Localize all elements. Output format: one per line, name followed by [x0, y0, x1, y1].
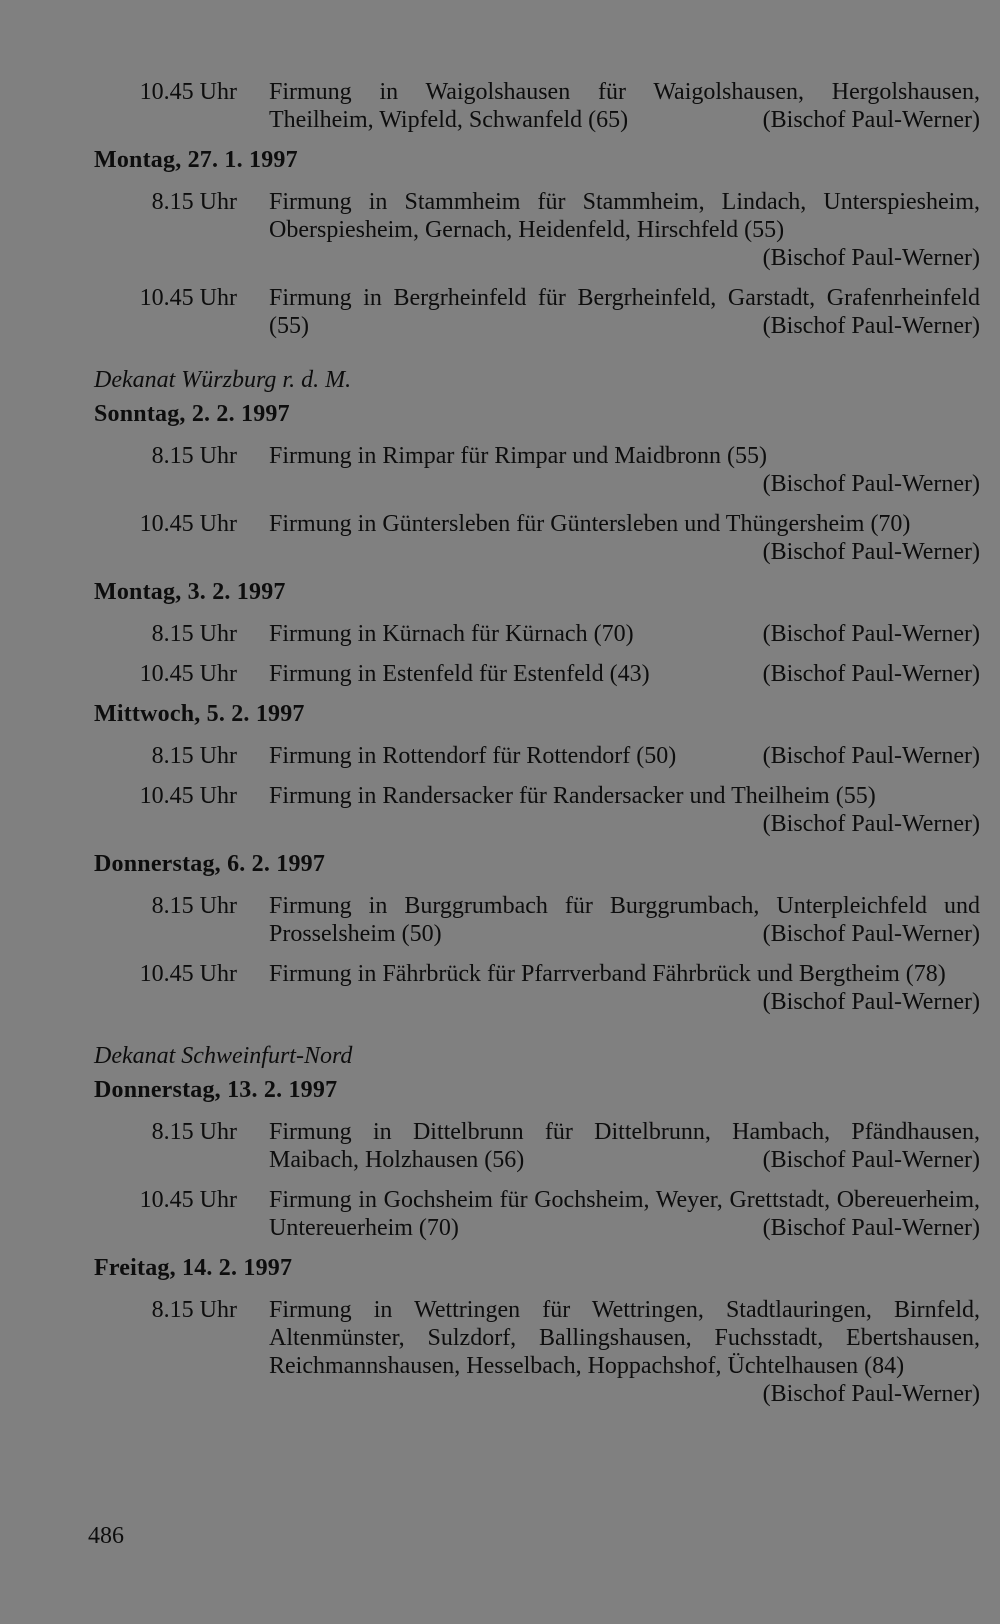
- entry-celebrant: (Bischof Paul-Werner): [762, 539, 980, 565]
- entry-time: 8.15 Uhr: [151, 189, 237, 215]
- entry-time: 10.45 Uhr: [139, 511, 237, 537]
- entry-description: Firmung in Stammheim für Stammheim, Lindach, Unterspiesheim, Oberspiesheim, Gernach, Heidenfeld, Hirschfeld (55): [269, 189, 980, 243]
- schedule-entry: [94, 510, 980, 566]
- day-heading: Mittwoch, 5. 2. 1997: [94, 701, 305, 727]
- schedule-entry: [94, 1296, 980, 1408]
- document-body: [94, 78, 980, 1420]
- entry-content: [237, 510, 980, 566]
- entry-description: Firmung in Wettringen für Wettringen, Stadtlauringen, Birnfeld, Altenmünster, Sulzdorf, Ballingshausen, Fuchsstadt, Ebertshausen, Reichmannshausen, Hesselbach, Hoppachshof, Üchtelhausen (84): [269, 1297, 980, 1379]
- entry-content: [237, 782, 980, 838]
- entry-time: 8.15 Uhr: [151, 1119, 237, 1145]
- entry-celebrant: (Bischof Paul-Werner): [762, 1381, 980, 1407]
- entry-description: Firmung in Waigolshausen für Waigolshausen, Hergolshausen, Theilheim, Wipfeld, Schwanfeld (65): [269, 79, 980, 133]
- entry-celebrant: (Bischof Paul-Werner): [762, 107, 980, 133]
- entry-celebrant: (Bischof Paul-Werner): [762, 661, 980, 687]
- entry-description: Firmung in Bergrheinfeld für Bergrheinfeld, Garstadt, Grafenrheinfeld (55): [269, 285, 980, 339]
- schedule-entry: [94, 1186, 980, 1242]
- entry-celebrant: (Bischof Paul-Werner): [762, 621, 980, 647]
- day-heading: Montag, 3. 2. 1997: [94, 579, 286, 605]
- day-heading: Montag, 27. 1. 1997: [94, 147, 298, 173]
- schedule-entry: [94, 620, 980, 648]
- schedule-entry: [94, 782, 980, 838]
- entry-celebrant: (Bischof Paul-Werner): [762, 1215, 980, 1241]
- entry-content: [237, 742, 980, 770]
- entry-time: 10.45 Uhr: [139, 79, 237, 105]
- entry-celebrant: (Bischof Paul-Werner): [762, 921, 980, 947]
- dekanat-heading: Dekanat Würzburg r. d. M.: [94, 367, 352, 393]
- entry-time: 8.15 Uhr: [151, 443, 237, 469]
- entry-celebrant: (Bischof Paul-Werner): [762, 1147, 980, 1173]
- dekanat-heading: Dekanat Schweinfurt-Nord: [94, 1043, 353, 1069]
- entry-content: [237, 1118, 980, 1174]
- entry-content: [237, 442, 980, 498]
- day-heading: Donnerstag, 6. 2. 1997: [94, 851, 326, 877]
- schedule-entry: [94, 78, 980, 134]
- entry-description: Firmung in Dittelbrunn für Dittelbrunn, Hambach, Pfändhausen, Maibach, Holzhausen (56): [269, 1119, 980, 1173]
- entry-content: [237, 1296, 980, 1408]
- schedule-entry: [94, 892, 980, 948]
- entry-time: 10.45 Uhr: [139, 1187, 237, 1213]
- entry-time: 10.45 Uhr: [139, 961, 237, 987]
- entry-content: [237, 892, 980, 948]
- entry-description: Firmung in Fährbrück für Pfarrverband Fährbrück und Bergtheim (78): [269, 961, 946, 987]
- entry-description: Firmung in Kürnach für Kürnach (70): [269, 621, 634, 647]
- schedule-entry: [94, 1118, 980, 1174]
- entry-celebrant: (Bischof Paul-Werner): [762, 245, 980, 271]
- entry-content: [237, 620, 980, 648]
- schedule-entry: [94, 188, 980, 272]
- schedule-entry: [94, 660, 980, 688]
- entry-celebrant: (Bischof Paul-Werner): [762, 811, 980, 837]
- day-heading: Freitag, 14. 2. 1997: [94, 1255, 293, 1281]
- entry-time: 10.45 Uhr: [139, 285, 237, 311]
- day-heading: Sonntag, 2. 2. 1997: [94, 401, 290, 427]
- entry-time: 8.15 Uhr: [151, 1297, 237, 1323]
- entry-time: 8.15 Uhr: [151, 621, 237, 647]
- schedule-entry: [94, 442, 980, 498]
- entry-time: 8.15 Uhr: [151, 893, 237, 919]
- entry-content: [237, 660, 980, 688]
- entry-description: Firmung in Güntersleben für Güntersleben und Thüngersheim (70): [269, 511, 911, 537]
- entry-celebrant: (Bischof Paul-Werner): [762, 471, 980, 497]
- entry-time: 10.45 Uhr: [139, 661, 237, 687]
- schedule-entry: [94, 284, 980, 340]
- entry-celebrant: (Bischof Paul-Werner): [762, 313, 980, 339]
- entry-time: 10.45 Uhr: [139, 783, 237, 809]
- entry-description: Firmung in Rottendorf für Rottendorf (50): [269, 743, 677, 769]
- entry-description: Firmung in Randersacker für Randersacker und Theilheim (55): [269, 783, 876, 809]
- day-heading: Donnerstag, 13. 2. 1997: [94, 1077, 338, 1103]
- entry-celebrant: (Bischof Paul-Werner): [762, 989, 980, 1015]
- entry-description: Firmung in Gochsheim für Gochsheim, Weyer, Grettstadt, Obereuerheim, Untereuerheim (70): [269, 1187, 980, 1241]
- entry-celebrant: (Bischof Paul-Werner): [762, 743, 980, 769]
- entry-content: [237, 960, 980, 1016]
- schedule-entry: [94, 742, 980, 770]
- entry-content: [237, 284, 980, 340]
- entry-time: 8.15 Uhr: [151, 743, 237, 769]
- entry-content: [237, 1186, 980, 1242]
- entry-content: [237, 188, 980, 272]
- entry-description: Firmung in Estenfeld für Estenfeld (43): [269, 661, 650, 687]
- page-number: 486: [88, 1523, 124, 1549]
- entry-content: [237, 78, 980, 134]
- entry-description: Firmung in Burggrumbach für Burggrumbach, Unterpleichfeld und Prosselsheim (50): [269, 893, 980, 947]
- schedule-entry: [94, 960, 980, 1016]
- entry-description: Firmung in Rimpar für Rimpar und Maidbronn (55): [269, 443, 767, 469]
